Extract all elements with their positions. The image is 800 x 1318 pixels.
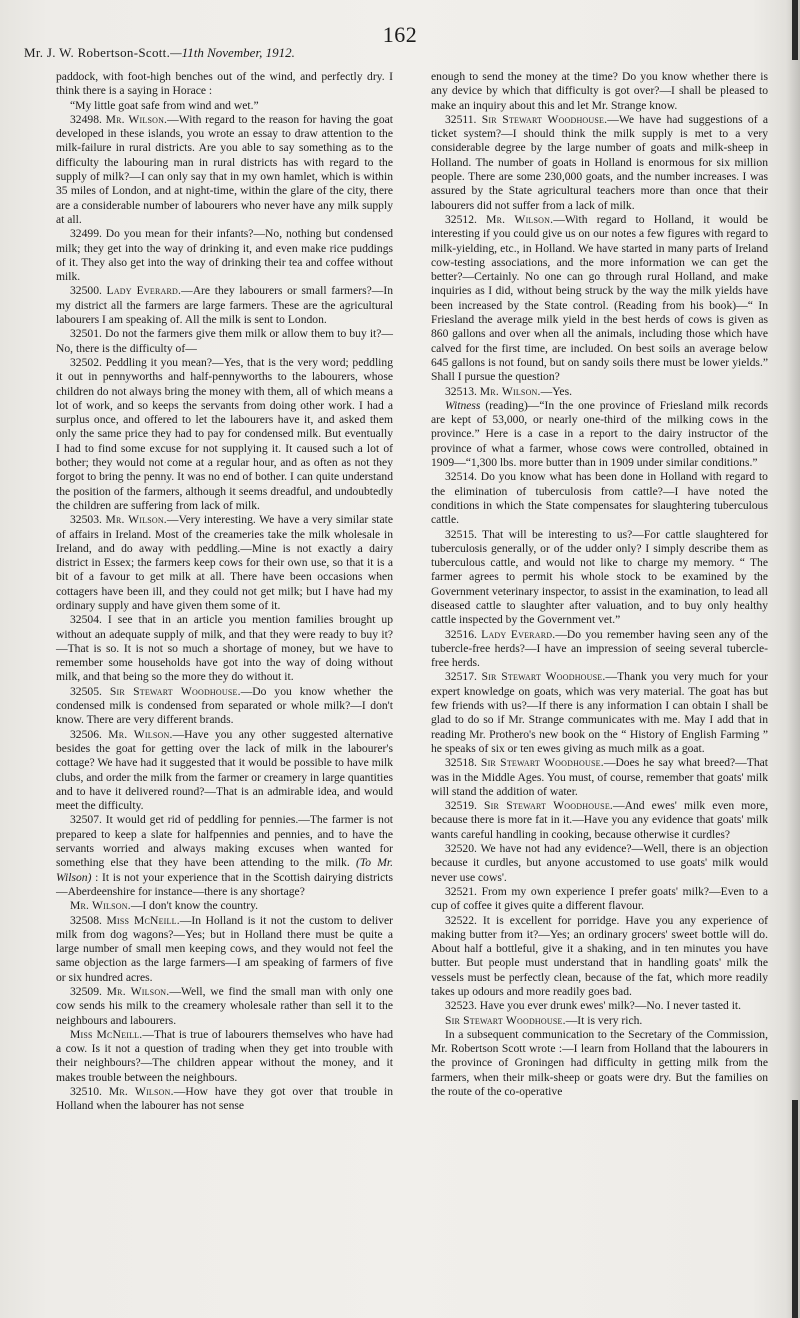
- question-number: 32506.: [70, 727, 102, 741]
- speaker-name: Sir Stewart Woodhouse.: [483, 799, 613, 813]
- paragraph-text: : It is not your experience that in the Scottish dairying districts—Aberdeenshire for instance—there is any shortage?: [56, 870, 393, 898]
- question-number: 32520.: [445, 842, 477, 856]
- paragraph-aside: (To Mr. Wilson): [56, 856, 393, 884]
- question-number: 32508.: [70, 913, 102, 927]
- question-number: 32502.: [70, 355, 102, 369]
- speaker-name: Sir Stewart Woodhouse.: [445, 1013, 566, 1027]
- paragraph: [431, 842, 768, 885]
- paragraph-text: We have not had any evidence?—Well, there is an objection because it curdles, but anyone accustomed to use goats' milk would never use cows'.: [431, 842, 768, 884]
- paragraph-text: Do you mean for their infants?—No, nothing but condensed milk; they get into the way of drinking it, and even make rice puddings of it. They also get into the way of drinking their tea and coffee without milk.: [56, 227, 393, 284]
- witness-label: Witness: [445, 398, 481, 412]
- paragraph-text: Do you know what has been done in Holland with regard to the elimination of tuberculosis from cattle?—I have noted the conditions in which the State compensates for slaughtering tuberculous cattle.: [431, 470, 768, 527]
- paragraph: [56, 113, 393, 227]
- question-number: 32521.: [445, 884, 477, 898]
- paragraph-text: —Well, we find the small man with only one cow sends his milk to the creamery wholesale rather than sell it to the neighbours and labourers.: [56, 985, 394, 1027]
- paragraph-text: —Have you any other suggested alternative besides the goat for getting over the lack of milk in the labourer's cottage? We have had it suggested that it would be possible to have milk clubs, and order the milk from the farmer or creamery in large quantities and to have it delivered round?—That is an admirable idea, and would meet the difficulty.: [56, 727, 393, 813]
- paragraph-text: —Are they labourers or small farmers?—In my district all the farmers are large farmers. These are the agricultural labourers I am speaking of. All the milk is sent to London.: [56, 284, 393, 327]
- paragraph-text: —In Holland is it not the custom to deliver milk from dog wagons?—Yes; but in Holland there must be quite a large number of small men keeping cows, and they would not feel the same objection as the large farmers—I am speaking of farmers of five or six hundred acres.: [56, 913, 393, 984]
- speaker-name: Mr. Wilson.: [105, 112, 168, 126]
- right-column: [431, 70, 768, 1295]
- paragraph: [431, 113, 768, 213]
- question-number: 32523.: [445, 999, 477, 1013]
- paragraph: [56, 327, 393, 356]
- paragraph-text: From my own experience I prefer goats' milk?—Even to a cup of coffee it gives quite a different flavour.: [431, 884, 768, 913]
- paragraph: [431, 1014, 768, 1028]
- paragraph: [56, 1028, 393, 1085]
- paragraph: [431, 70, 768, 113]
- paragraph: [431, 628, 768, 671]
- question-number: 32515.: [445, 527, 477, 541]
- page-edge-mark: [792, 1100, 798, 1318]
- speaker-name: Mr. Wilson.: [479, 384, 541, 398]
- question-number: 32503.: [70, 513, 102, 527]
- page-number: 162: [382, 22, 418, 47]
- speaker-name: Miss McNeill.: [70, 1027, 143, 1041]
- speaker-name: Sir Stewart Woodhouse.: [480, 756, 604, 770]
- question-number: 32511.: [445, 112, 477, 126]
- question-number: 32500.: [70, 284, 102, 298]
- paragraph-text: In a subsequent communication to the Secretary of the Commission, Mr. Robertson Scott wrote :—I learn from Holland that the labourers in the province of Groningen had difficulty in getting milk from the farmers, when their milk-sheep or goats were dry. But the families on the route of the co-operative: [431, 1027, 768, 1099]
- paragraph: [431, 914, 768, 1000]
- running-head-witness: Mr. J. W. Robertson-Scott.: [24, 45, 171, 60]
- paragraph-text: enough to send the money at the time? Do you know whether there is any device by which that difficulty is got over?—I shall be pleased to make an inquiry about this and let Mr. Strange know.: [431, 70, 768, 112]
- question-number: 32509.: [70, 985, 102, 998]
- running-head-date: —11th November, 1912.: [170, 45, 295, 60]
- paragraph: [56, 99, 393, 113]
- speaker-name: Mr. Wilson.: [108, 1085, 174, 1099]
- question-number: 32514.: [445, 470, 477, 484]
- paragraph-text: —Very interesting. We have a very similar state of affairs in Ireland. Most of the creameries take the milk wholesale in Ireland, and do away with peddling.—Mine is not exactly a dairy district in Essex; the farmers keep cows for their own use, so that it is a bit of a favour to get milk at all. There have been occasions when cottagers have been ill, and they could not get milk; but I have had my ordinary supply and have given them some of it.: [56, 513, 394, 612]
- paragraph-text: —That is true of labourers themselves who have had a cow. Is it not a question of trading when they get into trouble with their neighbours?—The children appear without the money, and it makes trouble between the neighbours.: [56, 1027, 393, 1084]
- paragraph-text: —With regard to Holland, it would be interesting if you could give us on our notes a few figures with regard to milk-yielding, etc., in Holland. We have started in many parts of Ireland cow-testing associations, and the more information we can get the better?—Certainly. No one can go through rural Holland, and make inquiries as I did, without being struck by the way the milk yields have been increased by the State control. (Reading from his book)—“ In Friesland the average milk yield in the best herds of cows is given as 860 gallons and over when all the animals, including those which have calved for the first time, are included. On best soils an average below 645 gallons is not found, but on sandy soils there must be lower yields.” Shall I pursue the question?: [431, 212, 768, 384]
- paragraph: [56, 685, 393, 728]
- paragraph-text: Do not the farmers give them milk or allow them to buy it?—No, there is the difficulty of—: [56, 327, 393, 355]
- paragraph-text: (reading)—“In the one province of Friesland milk records are kept of 53,000, or nearly one-third of the milking cows in the province.” Here is a case in a report to the dairy instructor of the province of what a farmer, whose cows were controlled, obtained in 1909—“1,300 lbs. more butter than in 1909 under similar conditions.”: [431, 398, 768, 470]
- question-number: 32512.: [445, 212, 477, 226]
- question-number: 32517.: [445, 670, 477, 684]
- speaker-name: Sir Stewart Woodhouse.: [109, 684, 241, 698]
- paragraph-text: —Does he say what breed?—That was in the Middle Ages. You must, of course, remember that goats' milk will stand the addition of water.: [431, 756, 768, 798]
- paragraph: [56, 613, 393, 684]
- paragraph: [431, 399, 768, 470]
- question-number: 32516.: [445, 627, 477, 641]
- paragraph: [56, 284, 393, 327]
- question-number: 32498.: [70, 112, 102, 126]
- paragraph-text: —Thank you very much for your expert knowledge on goats, which was very material. The goat has but few friends with us?—If there is any information I can obtain I shall be glad to do so if Mr. Strange communicates with me. May I add that in reading Mr. Prothero's new book on the “ History of English Farming ” he speaks of six or ten ewes giving as much milk as a goat.: [431, 670, 768, 755]
- speaker-name: Mr. Wilson.: [105, 513, 167, 527]
- speaker-name: Sir Stewart Woodhouse.: [481, 112, 608, 126]
- paragraph-text: —How have they got over that trouble in Holland when the labourer has not sense: [56, 1085, 394, 1113]
- paragraph-text: “My little goat safe from wind and wet.”: [70, 98, 259, 112]
- paragraph: [431, 799, 768, 842]
- speaker-name: Miss McNeill.: [106, 913, 180, 927]
- paragraph-text: —Yes.: [540, 384, 572, 398]
- paragraph: [56, 356, 393, 513]
- paragraph: [56, 813, 393, 899]
- question-number: 32518.: [445, 756, 477, 770]
- left-column: [56, 70, 393, 1295]
- paragraph: [56, 728, 393, 814]
- question-number: 32507.: [70, 813, 102, 827]
- paragraph-text: Peddling it you mean?—Yes, that is the very word; peddling it out in pennyworths and half-pennyworths to the labourers, whose children do not always bring the money with them, all of which means a lot of work, and so keeps the servants from doing other work. I had a surplus once, and offered to let the labourers have it, and asked them only the same price they had to pay for condensed milk. But eventually I had to find some excuse for not supplying it. It caused such a lot of bother; they would not come at a regular hour, and as often as not they forgot to bring the penny. It was no end of bother. I can quite understand the position of the farmers, although it seems dreadful, and undoubtedly the children are suffering from lack of milk.: [56, 355, 393, 512]
- speaker-name: Mr. Wilson.: [108, 727, 173, 741]
- paragraph: [56, 914, 393, 985]
- question-number: 32505.: [70, 684, 102, 698]
- speaker-name: Mr. Wilson.: [486, 212, 554, 226]
- paragraph: [431, 213, 768, 385]
- speaker-name: Sir Stewart Woodhouse.: [481, 670, 606, 684]
- question-number: 32519.: [445, 799, 477, 813]
- paragraph-text: It is excellent for porridge. Have you any experience of making butter from it?—Yes; an ordinary grocers' sweet bottle will do. About half a bottleful, give it a shaking, and in ten minutes you have butter. But people must understand that in handling goats' milk the vessels must be perfectly clean, because of the fat, which more readily takes up odours and more readily goes bad.: [431, 913, 768, 998]
- question-number: 32499.: [70, 227, 102, 241]
- paragraph: [431, 470, 768, 527]
- paragraph: [431, 385, 768, 399]
- question-number: 32501.: [70, 327, 102, 341]
- paragraph-text: —I don't know the country.: [130, 899, 259, 913]
- paragraph: [431, 1028, 768, 1099]
- question-number: 32510.: [70, 1085, 102, 1099]
- running-head: [24, 45, 295, 61]
- question-number: 32513.: [445, 384, 477, 398]
- paragraph: [431, 670, 768, 756]
- paragraph-text: —Do you know whether the condensed milk is condensed from separated or whole milk?—I don't know. There are very different brands.: [56, 684, 394, 727]
- paragraph-text: Have you ever drunk ewes' milk?—No. I never tasted it.: [479, 999, 742, 1013]
- question-number: 32522.: [445, 913, 477, 927]
- speaker-name: Lady Everard.: [106, 284, 182, 298]
- paragraph: [56, 70, 393, 99]
- paragraph: [56, 985, 393, 1028]
- speaker-name: Lady Everard.: [481, 627, 556, 641]
- paragraph: [431, 885, 768, 914]
- paragraph: [431, 999, 768, 1013]
- paragraph: [56, 227, 393, 284]
- paragraph-text: That will be interesting to us?—For cattle slaughtered for tuberculosis generally, or of the udder only? I simply describe them as tuberculous cattle, and would not like to charge my memory. “ The farmer agrees to permit his whole stock to be examined by the Government veterinary inspector, to assist in the examination, to lead all diseased cattle to slaughter after valuation, and to buy only healthy cattle inspected by the Government vet.”: [431, 527, 768, 627]
- paragraph-text: —Do you remember having seen any of the tubercle-free herds?—I have an impression of seeing several tubercle-free herds.: [431, 627, 768, 670]
- text-columns: [56, 70, 768, 1295]
- paragraph: [56, 899, 393, 913]
- paragraph: [56, 1085, 393, 1114]
- paragraph-text: —We have had suggestions of a ticket system?—I should think the milk supply is met to a very considerable degree by the large number of goats and milk-sheep in Holland. The number of goats in Holland is enormous for six million people. There are some 230,000 goats, and the number increases. I was assured by the State agricultural teachers more than once that their labourers did not suffer from a lack of milk.: [431, 112, 768, 212]
- paragraph-text: —With regard to the reason for having the goat developed in these islands, you wrote an essay to draw attention to the milk-failure in rural districts. Are you able to say something as to the difficulty the labouring man in rural districts has with regard to the supply of milk?—I can only say that in my own hamlet, which is within 35 miles of London, and at night-time, within the glare of the city, there are a considerable number of labourers who never have any milk supply at all.: [56, 112, 393, 226]
- question-number: 32504.: [70, 613, 102, 627]
- paragraph-text: I see that in an article you mention families brought up without an adequate supply of milk, and that they were ready to buy it?—That is so. It is not so much a shortage of money, but we have to remember some households have got into the way of doing without milk, and that being so the more they do without it.: [56, 613, 393, 684]
- paragraph-text: —And ewes' milk even more, because there is more fat in it.—Have you any evidence that goats' milk wants careful handling in cooking, because otherwise it curdles?: [431, 799, 768, 841]
- paragraph: [431, 528, 768, 628]
- paragraph: [431, 756, 768, 799]
- paragraph-text: It would get rid of peddling for pennies.—The farmer is not prepared to keep a slate for halfpennies and pennies, and to have the servants worried and always making excuses when wanted for something else that they have been attending to the milk.: [56, 813, 393, 870]
- paragraph: [56, 513, 393, 613]
- paragraph-text: paddock, with foot-high benches out of the wind, and perfectly dry. I think there is a saying in Horace :: [56, 70, 393, 98]
- speaker-name: Mr. Wilson.: [106, 985, 170, 998]
- speaker-name: Mr. Wilson.: [70, 899, 131, 913]
- page-edge-mark: [792, 0, 798, 60]
- paragraph-text: —It is very rich.: [565, 1013, 643, 1027]
